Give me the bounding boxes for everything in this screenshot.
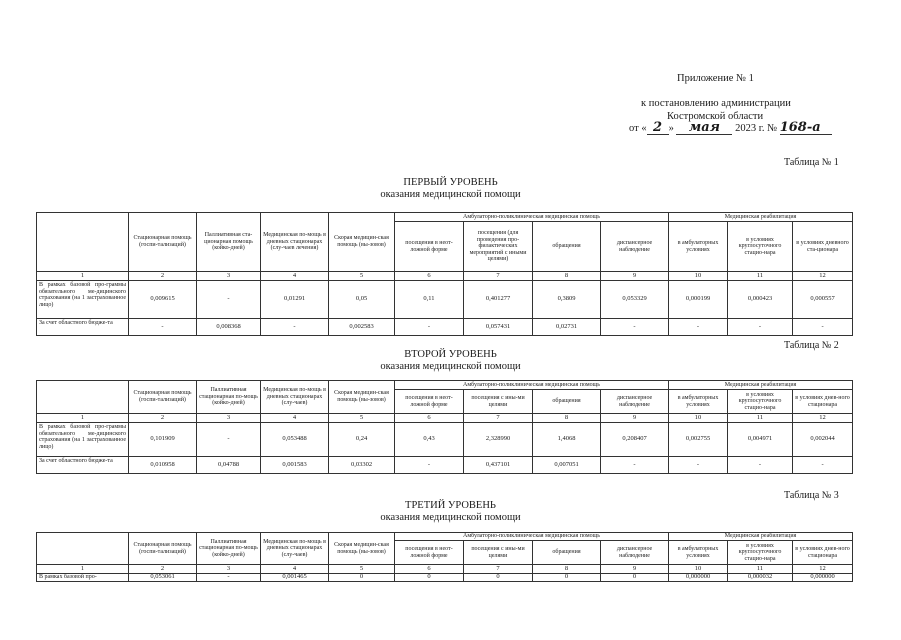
col-header-station: Стационарная помощь (госпи-тализаций) <box>129 533 197 565</box>
col-header-station: Стационарная помощь (госпи-тализаций) <box>129 381 197 414</box>
table-cell: 0,01291 <box>261 281 329 319</box>
table-cell: 0,001583 <box>261 457 329 474</box>
table-cell: 0 <box>395 574 464 582</box>
table-cell: 0,03302 <box>329 457 395 474</box>
appendix-label: Приложение № 1 <box>677 73 754 84</box>
column-number: 7 <box>464 414 533 423</box>
column-number: 5 <box>329 272 395 281</box>
row-label-regional-budget: За счет областного бюдже-та <box>37 319 129 336</box>
table-cell: 0,000032 <box>728 574 793 582</box>
column-number: 7 <box>464 272 533 281</box>
col-header-palliative: Паллиативная стационарная по-мощь (койко-дней) <box>197 381 261 414</box>
col-header-rehab-24h: в условиях круглосуточного стацио-нара <box>728 541 793 565</box>
table-cell: 0,000199 <box>669 281 728 319</box>
table-cell: 0,001465 <box>261 574 329 582</box>
table-third-level <box>36 532 853 582</box>
col-header-palliative: Паллиативная стационарная по-мощь (койко-дней) <box>197 533 261 565</box>
table-cell: 0,04788 <box>197 457 261 474</box>
table-cell: - <box>793 457 853 474</box>
column-number: 8 <box>533 565 601 574</box>
date-prefix: от « <box>629 123 647 134</box>
column-number: 4 <box>261 565 329 574</box>
table-cell: - <box>601 457 669 474</box>
column-number: 9 <box>601 414 669 423</box>
table-cell: 0,002755 <box>669 423 728 457</box>
table-cell: - <box>197 423 261 457</box>
col-header-dispensary: диспансерное наблюдение <box>601 390 669 414</box>
column-number: 12 <box>793 272 853 281</box>
column-number: 6 <box>395 272 464 281</box>
col-header-ambulance: Скорая медицин-ская помощь (вы-зовов) <box>329 213 395 272</box>
col-header-day-stationary: Медицинская по-мощь в дневных стационарах (слу-чаев) <box>261 533 329 565</box>
table-second-level <box>36 380 853 474</box>
table-cell: 0,053329 <box>601 281 669 319</box>
table-cell: - <box>728 319 793 336</box>
table-cell: - <box>261 319 329 336</box>
column-number: 10 <box>669 565 728 574</box>
region-line: Костромской области <box>667 111 764 122</box>
table-cell: 2,328990 <box>464 423 533 457</box>
col-group-ambulatory: Амбулаторно-поликлиническая медицинская помощь <box>395 381 669 390</box>
column-number: 3 <box>197 414 261 423</box>
col-header-rehab-24h: в условиях круглосуточного стацио-нара <box>728 390 793 414</box>
col-header-ambulance: Скорая медицин-ская помощь (вы-зовов) <box>329 533 395 565</box>
table-cell: 0,208407 <box>601 423 669 457</box>
column-number: 12 <box>793 565 853 574</box>
col-group-rehab: Медицинская реабилитация <box>669 533 853 541</box>
table-cell: 0,007051 <box>533 457 601 474</box>
table-label-1: Таблица № 1 <box>784 157 839 168</box>
column-number: 11 <box>728 272 793 281</box>
col-header-prof-visits: посещения (для проведения про-филактических мероприятий с иными целями) <box>464 222 533 272</box>
column-number: 4 <box>261 272 329 281</box>
col-group-rehab: Медицинская реабилитация <box>669 381 853 390</box>
column-number: 12 <box>793 414 853 423</box>
column-number: 11 <box>728 565 793 574</box>
date-year: 2023 г. № <box>735 123 778 134</box>
table-label-3: Таблица № 3 <box>784 490 839 501</box>
table-cell: - <box>395 457 464 474</box>
table-title-level-3: ТРЕТИЙ УРОВЕНЬ <box>405 500 496 511</box>
column-number: 5 <box>329 565 395 574</box>
col-header-other-visits: посещения с ины-ми целями <box>464 390 533 414</box>
table-row <box>37 281 853 319</box>
table-cell: - <box>793 319 853 336</box>
date-day-handwritten: 2 <box>647 121 669 135</box>
column-number: 2 <box>129 565 197 574</box>
column-number: 10 <box>669 272 728 281</box>
table-cell: 0,3809 <box>533 281 601 319</box>
table-cell: 0,053488 <box>261 423 329 457</box>
col-header-urgent-visits: посещения в неот-ложной форме <box>395 390 464 414</box>
table-label-2: Таблица № 2 <box>784 340 839 351</box>
table-cell: 0,43 <box>395 423 464 457</box>
column-number: 3 <box>197 565 261 574</box>
column-number: 6 <box>395 414 464 423</box>
column-number: 8 <box>533 414 601 423</box>
column-number: 4 <box>261 414 329 423</box>
table-cell: 0 <box>533 574 601 582</box>
col-header-rehab-day: в условиях дневного ста-ционара <box>793 222 853 272</box>
col-header-rehab-ambulatory: в амбулаторных условиях <box>669 390 728 414</box>
table-cell: 0,000423 <box>728 281 793 319</box>
table-cell: 0,009615 <box>129 281 197 319</box>
table-cell: 0,000000 <box>793 574 853 582</box>
column-number-row <box>37 565 853 574</box>
table-row <box>37 423 853 457</box>
header-corner-cell <box>37 533 129 565</box>
column-number: 1 <box>37 414 129 423</box>
table-cell: 0,004971 <box>728 423 793 457</box>
row-label-base-program: В рамках базовой про-граммы обязательного ме-дицинского страхования (на 1 застрахованное лицо) <box>37 423 129 457</box>
col-header-rehab-day: в условиях днев-ного стационара <box>793 541 853 565</box>
table-cell: - <box>728 457 793 474</box>
table-cell: 0,008368 <box>197 319 261 336</box>
table-cell: 0,057431 <box>464 319 533 336</box>
table-cell: - <box>197 281 261 319</box>
doc-number-handwritten: 168-а <box>780 121 832 135</box>
table-cell: 0,002044 <box>793 423 853 457</box>
col-header-rehab-ambulatory: в амбулаторных условиях <box>669 541 728 565</box>
col-header-appeals: обращения <box>533 222 601 272</box>
column-number: 7 <box>464 565 533 574</box>
table-title-sub-2: оказания медицинской помощи <box>380 361 521 372</box>
column-number: 1 <box>37 565 129 574</box>
table-cell: 1,4068 <box>533 423 601 457</box>
column-number: 8 <box>533 272 601 281</box>
column-number: 6 <box>395 565 464 574</box>
col-header-station: Стационарная помощь (госпи-тализаций) <box>129 213 197 272</box>
header-corner-cell <box>37 381 129 414</box>
column-number: 10 <box>669 414 728 423</box>
table-cell: 0,05 <box>329 281 395 319</box>
table-cell: 0 <box>329 574 395 582</box>
table-cell: 0,002583 <box>329 319 395 336</box>
date-separator: » <box>668 123 674 134</box>
table-title-sub-3: оказания медицинской помощи <box>380 512 521 523</box>
table-cell: 0,000000 <box>669 574 728 582</box>
table-cell: 0,02731 <box>533 319 601 336</box>
row-label-base-program: В рамках базовой про- <box>37 574 129 582</box>
table-cell: 0,437101 <box>464 457 533 474</box>
col-group-rehab: Медицинская реабилитация <box>669 213 853 222</box>
table-row <box>37 457 853 474</box>
column-number: 5 <box>329 414 395 423</box>
row-label-base-program: В рамках базовой про-граммы обязательного ме-дицинского страхования (на 1 застрахованное лицо) <box>37 281 129 319</box>
col-header-appeals: обращения <box>533 541 601 565</box>
col-group-ambulatory: Амбулаторно-поликлиническая медицинская помощь <box>395 533 669 541</box>
col-header-urgent-visits: посещения в неот-ложной форме <box>395 222 464 272</box>
column-number: 9 <box>601 272 669 281</box>
col-header-rehab-day: в условиях днев-ного стационара <box>793 390 853 414</box>
col-header-ambulance: Скорая медицин-ская помощь (вы-зовов) <box>329 381 395 414</box>
column-number: 2 <box>129 272 197 281</box>
col-header-rehab-24h: в условиях круглосуточного стацио-нара <box>728 222 793 272</box>
table-cell: 0,101909 <box>129 423 197 457</box>
header-corner-cell <box>37 213 129 272</box>
table-cell: - <box>129 319 197 336</box>
table-title-level-2: ВТОРОЙ УРОВЕНЬ <box>404 349 497 360</box>
col-header-day-stationary: Медицинская по-мощь в дневных стационарах (слу-чаев лечения) <box>261 213 329 272</box>
table-cell: 0 <box>464 574 533 582</box>
table-cell: 0,11 <box>395 281 464 319</box>
row-label-regional-budget: За счет областного бюдже-та <box>37 457 129 474</box>
table-cell: - <box>395 319 464 336</box>
date-month-handwritten: мая <box>676 121 732 135</box>
column-number-row <box>37 272 853 281</box>
table-cell: 0,24 <box>329 423 395 457</box>
table-cell: - <box>669 319 728 336</box>
resolution-line: к постановлению администрации <box>641 98 791 109</box>
column-number: 9 <box>601 565 669 574</box>
table-cell: - <box>669 457 728 474</box>
table-cell: 0,401277 <box>464 281 533 319</box>
col-header-rehab-ambulatory: в амбулаторных условиях <box>669 222 728 272</box>
column-number-row <box>37 414 853 423</box>
table-cell: 0,000557 <box>793 281 853 319</box>
table-cell: 0,053061 <box>129 574 197 582</box>
col-header-other-visits: посещения с ины-ми целями <box>464 541 533 565</box>
col-header-palliative: Паллиативная ста-ционарная помощь (койко-дней) <box>197 213 261 272</box>
table-title-level-1: ПЕРВЫЙ УРОВЕНЬ <box>403 177 498 188</box>
table-first-level <box>36 212 853 336</box>
table-row <box>37 574 853 582</box>
table-cell: - <box>197 574 261 582</box>
table-cell: 0 <box>601 574 669 582</box>
table-row <box>37 319 853 336</box>
date-line <box>629 121 832 135</box>
col-header-urgent-visits: посещения в неот-ложной форме <box>395 541 464 565</box>
col-header-day-stationary: Медицинская по-мощь в дневных стационарах (слу-чаев) <box>261 381 329 414</box>
table-title-sub-1: оказания медицинской помощи <box>380 189 521 200</box>
column-number: 1 <box>37 272 129 281</box>
table-cell: 0,010958 <box>129 457 197 474</box>
col-header-appeals: обращения <box>533 390 601 414</box>
table-cell: - <box>601 319 669 336</box>
col-header-dispensary: диспансерное наблюдение <box>601 541 669 565</box>
column-number: 2 <box>129 414 197 423</box>
column-number: 3 <box>197 272 261 281</box>
col-group-ambulatory: Амбулаторно-поликлиническая медицинская помощь <box>395 213 669 222</box>
column-number: 11 <box>728 414 793 423</box>
col-header-dispensary: диспансерное наблюдение <box>601 222 669 272</box>
